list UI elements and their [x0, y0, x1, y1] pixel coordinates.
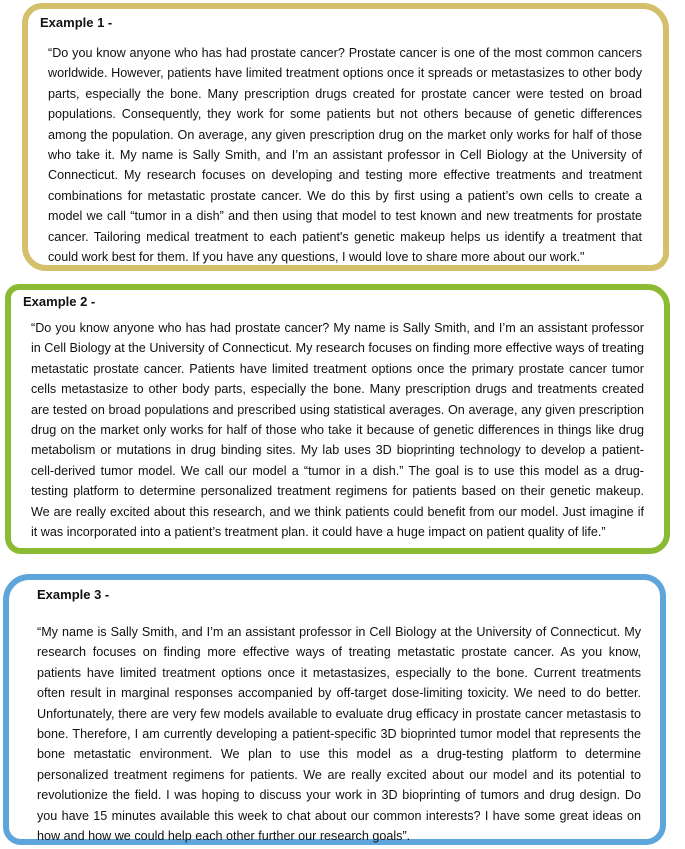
example-2-box — [5, 284, 670, 554]
example-1-text: “Do you know anyone who has had prostate cancer? Prostate cancer is one of the most common cancers worldwide. However, patients have limited treatment options once it spreads or metastasizes to other body parts, especially the bone. Many prescription drugs created for prostate cancer were tested on broad populations. Consequently, they work for some patients but not others because of genetic differences among the population. On average, any given prescription drug on the market only works for half of those who take it. My name is Sally Smith, and I’m an assistant professor in Cell Biology at the University of Connecticut. My research focuses on developing and testing more effective treatments and treatment combinations for metastatic prostate cancer. We do this by first using a patient’s own cells to create a model we call “tumor in a dish” and then using that model to test known and new treatments for prostate cancer. Tailoring medical treatment to each patient's genetic makeup helps us identify a treatment that could work best for them. If you have any questions, I would love to share more about our work." — [48, 46, 642, 265]
example-2-text: “Do you know anyone who has had prostate cancer? My name is Sally Smith, and I’m an assistant professor in Cell Biology at the University of Connecticut. My research focuses on finding more effective ways of treating metastatic prostate cancer. Patients have limited treatment options once the primary prostate cancer tumor cells metastasize to other body parts, especially the bone. Many prescription drugs and treatments created are tested on broad populations and prescribed using statistical averages. On average, any given prescription drug on the market only works for half of those who take it because of genetic differences in things like drug metabolism or mutations in drug binding sites. My lab uses 3D bioprinting technology to develop a patient-cell-derived tumor model. We call our model a “tumor in a dish.” The goal is to use this model as a drug-testing platform to determine personalized treatment regimens for patients based on their genetic makeup. We are really excited about this research, and we think patients could benefit from our model. Just imagine if it was incorporated into a patient’s treatment plan. it could have a huge impact on patient quality of life.” — [31, 321, 644, 540]
example-1-title: Example 1 - — [40, 15, 113, 30]
example-2-title: Example 2 - — [23, 294, 96, 309]
example-3-title: Example 3 - — [37, 587, 110, 602]
example-3-text: “My name is Sally Smith, and I’m an assistant professor in Cell Biology at the University of Connecticut. My research focuses on finding more effective ways of treating metastatic prostate cancer. As you know, patients have limited treatment options once it metastasizes, especially to the bone. Current treatments often result in marginal responses accompanied by off-target dose-limiting toxicity. We need to do better. Unfortunately, there are very few models available to evaluate drug efficacy in prostate cancer metastasis to bone. Therefore, I am currently developing a patient-specific 3D bioprinted tumor model that represents the bone metastatic environment. We plan to use this model as a drug-testing platform to determine personalized treatment regimens for patients. We are really excited about our model and its potential to revolutionize the field. I was hoping to discuss your work in 3D bioprinting of tumors and drug design. Do you have 15 minutes available this week to chat about our common interests? I have some great ideas on how and how we could help each other further our research goals”. — [37, 625, 641, 844]
example-1-box — [22, 3, 669, 271]
example-3-box — [3, 574, 666, 845]
